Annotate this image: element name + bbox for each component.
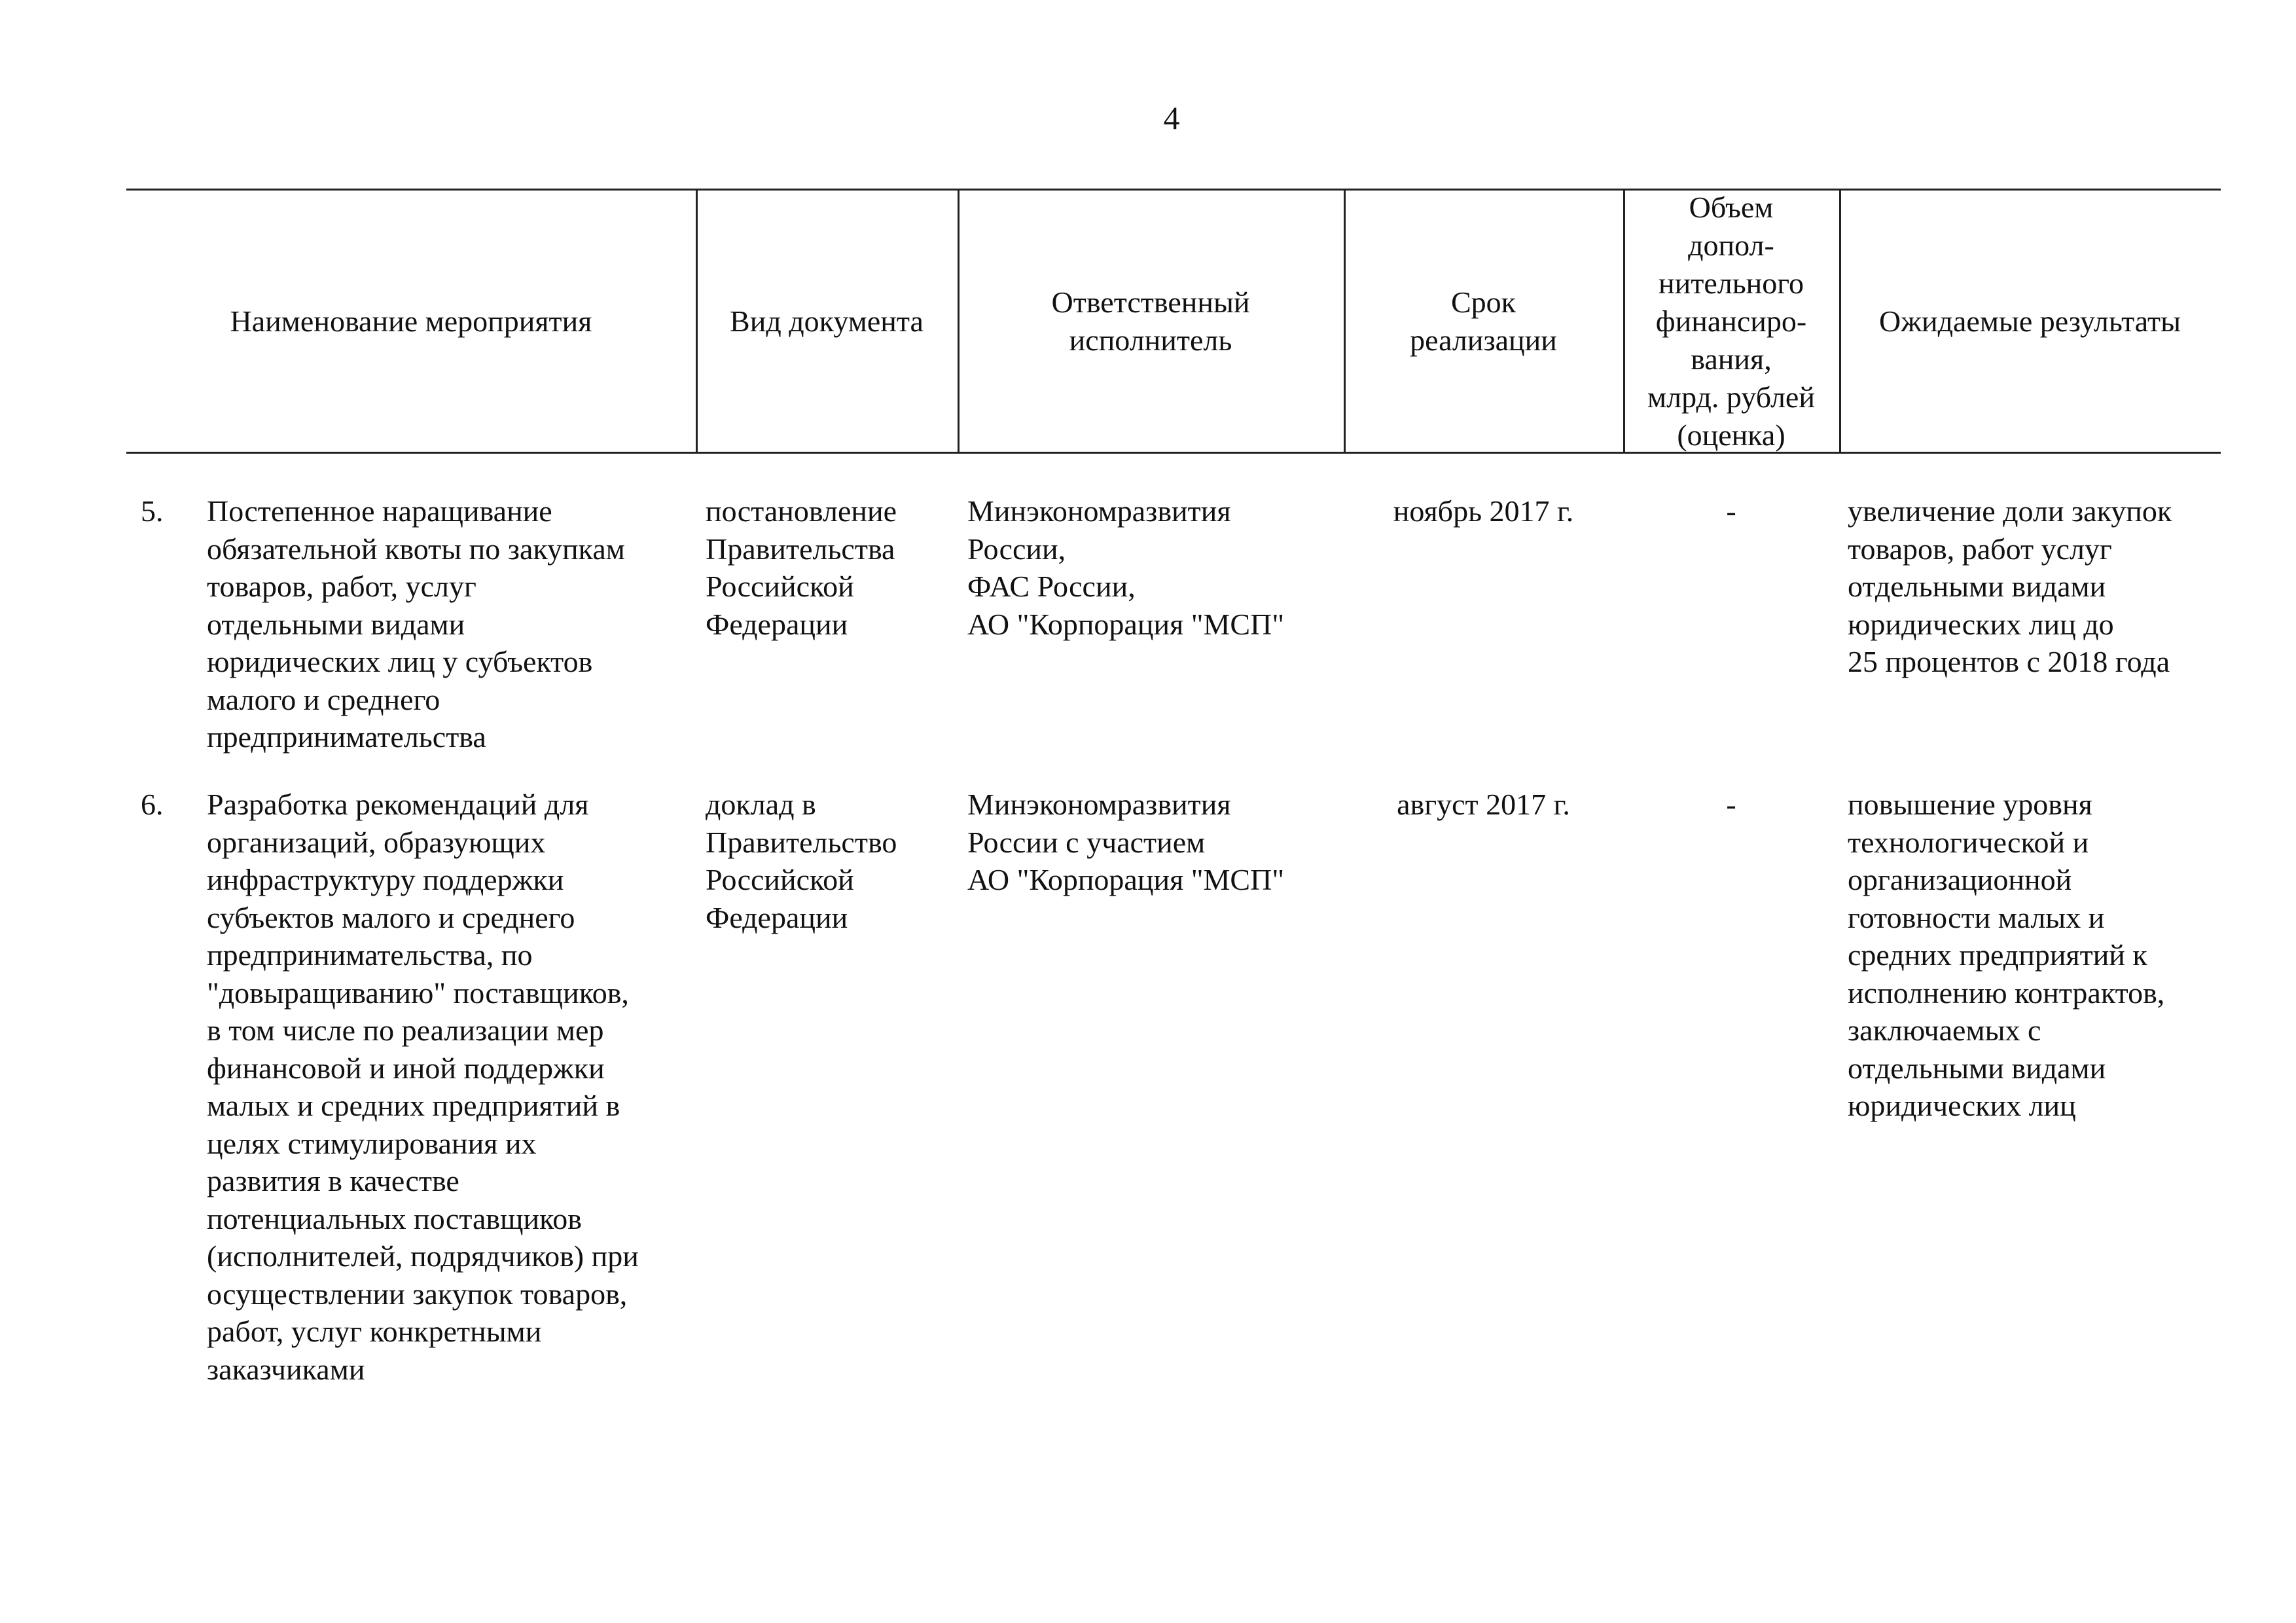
header-doc-type: Вид документа <box>730 304 924 338</box>
expected-results: повышение уровня технологической и организационной готовности малых и средних предприятий к исполнению контрактов, заключаемых с отдельными видами юридических лиц <box>1848 788 2165 1122</box>
additional-financing: - <box>1726 788 1736 821</box>
document-type: доклад в Правительство Российской Федерации <box>706 788 897 934</box>
implementation-term: ноябрь 2017 г. <box>1393 494 1574 528</box>
responsible-executor: Минэкономразвития России, ФАС России, АО "Корпорация "МСП" <box>967 494 1285 641</box>
expected-results: увеличение доли закупок товаров, работ услуг отдельными видами юридических лиц до 25 процентов с 2018 года <box>1848 494 2172 678</box>
header-term: Срок реализации <box>1410 285 1557 357</box>
header-name: Наименование мероприятия <box>230 304 592 338</box>
header-financing: Объем допол- нительного финансиро- вания, млрд. рублей (оценка) <box>1647 190 1815 452</box>
implementation-term: август 2017 г. <box>1397 788 1570 821</box>
responsible-executor: Минэкономразвития России с участием АО "Корпорация "МСП" <box>967 788 1285 896</box>
header-results: Ожидаемые результаты <box>1878 304 2181 338</box>
table-header <box>126 189 2221 454</box>
header-responsible: Ответственный исполнитель <box>1051 285 1250 357</box>
row-number: 5. <box>141 494 164 528</box>
additional-financing: - <box>1726 494 1736 528</box>
row-number: 6. <box>141 788 164 821</box>
event-name: Постепенное наращивание обязательной квоты по закупкам товаров, работ, услуг отдельными видами юридических лиц у субъектов малого и среднего предпринимательства <box>207 494 625 754</box>
document-type: постановление Правительства Российской Федерации <box>706 494 897 641</box>
page-number: 4 <box>1163 100 1180 136</box>
event-name: Разработка рекомендаций для организаций, образующих инфраструктуру поддержки субъектов малого и среднего предпринимательства, по "довыращиванию" поставщиков, в том числе по реализации мер финансовой и иной поддержки малых и средних предприятий в целях стимулирования их развития в качестве потенциальных поставщиков (исполнителей, подрядчиков) при осуществлении закупок товаров, работ, услуг конкретными заказчиками <box>207 788 639 1386</box>
